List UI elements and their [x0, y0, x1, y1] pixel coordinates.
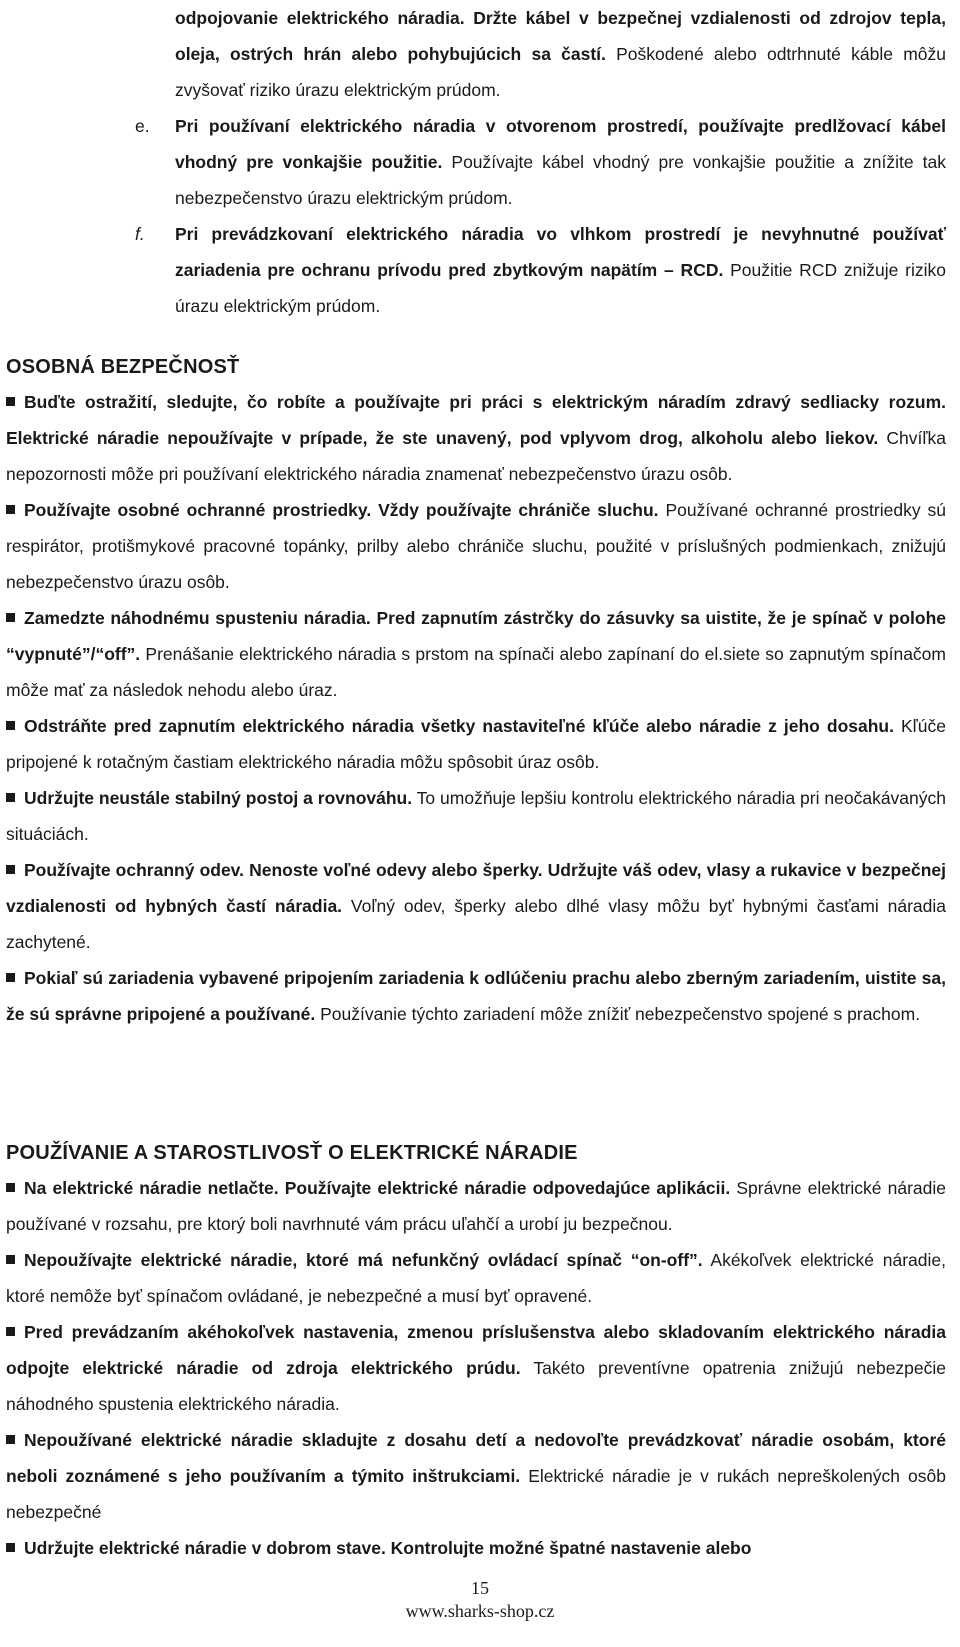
bullet-paragraph	[0, 1242, 960, 1314]
bullet-paragraph	[0, 1530, 960, 1566]
footer-website: www.sharks-shop.cz	[405, 1601, 555, 1621]
paragraph-text: Kľúče pripojené k rotačným častiam elektrického náradia môžu spôsobit úraz osôb.	[6, 716, 946, 772]
bullet-paragraph	[0, 492, 960, 600]
bullet-square-icon	[6, 721, 15, 730]
list-marker: e.	[135, 116, 150, 136]
paragraph-text: Používanie týchto zariadení môže znížiť nebezpečenstvo spojené s prachom.	[315, 1004, 921, 1024]
paragraph-text: Prenášanie elektrického náradia s prstom na spínači alebo zapínaní do el.siete so zapnutým spínačom môže mať za následok nehodu alebo úraz.	[6, 644, 946, 700]
personal-safety-section	[0, 384, 960, 1032]
list-item-text: Poškodené alebo odtrhnuté káble môžu zvyšovať riziko úrazu elektrickým prúdom.	[175, 44, 946, 100]
list-item-bold-text: Pri používaní elektrického náradia v otvorenom prostredí, používajte predlžovací kábel vhodný pre vonkajšie použitie.	[175, 116, 946, 172]
bullet-square-icon	[6, 397, 15, 406]
list-item-text: Používajte kábel vhodný pre vonkajšie použitie a znížite tak nebezpečenstvo úrazu elektrickým prúdom.	[175, 152, 946, 208]
bullet-square-icon	[6, 793, 15, 802]
section-heading-personal-safety: OSOBNÁ BEZPEČNOSŤ	[6, 356, 240, 378]
bullet-paragraph	[0, 384, 960, 492]
paragraph-bold-text: Pred prevádzaním akéhokoľvek nastavenia, zmenou príslušenstva alebo skladovaním elektrického náradia odpojte elektrické náradie od zdroja elektrického prúdu.	[6, 1322, 946, 1378]
list-item-bold-text: Pri prevádzkovaní elektrického náradia vo vlhkom prostredí je nevyhnutné používať zariadenia pre ochranu prívodu pred zbytkovým napätím – RCD.	[175, 224, 946, 280]
paragraph-bold-text: Používajte osobné ochranné prostriedky. Vždy používajte chrániče sluchu.	[24, 500, 659, 520]
paragraph-bold-text: Nepoužívajte elektrické náradie, ktoré má nefunkčný ovládací spínač “on-off”.	[24, 1250, 703, 1270]
list-item-e	[0, 108, 960, 216]
bullet-square-icon	[6, 1183, 15, 1192]
section-heading-tool-use-care: POUŽÍVANIE A STAROSTLIVOSŤ O ELEKTRICKÉ NÁRADIE	[6, 1142, 578, 1164]
paragraph-text: Akékoľvek elektrické náradie, ktoré nemôže byť spínačom ovládané, je nebezpečné a musí byť opravené.	[6, 1250, 946, 1306]
paragraph-text: Používané ochranné prostriedky sú respirátor, protišmykové pracovné topánky, prilby alebo chrániče sluchu, použité v príslušných podmienkach, znižujú nebezpečenstvo úrazu osôb.	[6, 500, 946, 592]
bullet-square-icon	[6, 865, 15, 874]
paragraph-bold-text: Buďte ostražití, sledujte, čo robíte a používajte pri práci s elektrickým náradím zdravý sedliacky rozum. Elektrické náradie nepoužívajte v prípade, že ste unavený, pod vplyvom drog, alkoholu alebo liekov.	[6, 392, 946, 448]
paragraph-bold-text: Pokiaľ sú zariadenia vybavené pripojením zariadenia k odlúčeniu prachu alebo zberným zariadením, uistite sa, že sú správne pripojené a používané.	[6, 968, 946, 1024]
paragraph-bold-text: Používajte ochranný odev. Nenoste voľné odevy alebo šperky. Udržujte váš odev, vlasy a rukavice v bezpečnej vzdialenosti od hybných častí náradia.	[6, 860, 946, 916]
bullet-paragraph	[0, 708, 960, 780]
bullet-square-icon	[6, 505, 15, 514]
paragraph-text: Elektrické náradie je v rukách nepreškolených osôb nebezpečné	[6, 1466, 946, 1522]
paragraph-bold-text: Odstráňte pred zapnutím elektrického náradia všetky nastaviteľné kľúče alebo náradie z jeho dosahu.	[24, 716, 894, 736]
paragraph-text: Správne elektrické náradie používané v rozsahu, pre ktorý boli navrhnuté vám prácu uľahčí a urobí ju bezpečnou.	[6, 1178, 946, 1234]
tool-use-care-section	[0, 1170, 960, 1566]
bullet-paragraph	[0, 1314, 960, 1422]
bullet-paragraph	[0, 1422, 960, 1530]
lettered-list	[0, 0, 960, 324]
bullet-paragraph	[0, 1170, 960, 1242]
list-item-continuation	[0, 0, 960, 108]
page-number: 15	[471, 1578, 489, 1598]
paragraph-bold-text: Na elektrické náradie netlačte. Používajte elektrické náradie odpovedajúce aplikácii.	[24, 1178, 731, 1198]
bullet-square-icon	[6, 1327, 15, 1336]
paragraph-text: To umožňuje lepšiu kontrolu elektrického náradia pri neočakávaných situáciách.	[6, 788, 946, 844]
paragraph-text: Chvíľka nepozornosti môže pri používaní elektrického náradia znamenať nebezpečenstvo úrazu osôb.	[6, 428, 946, 484]
list-item-bold-text: odpojovanie elektrického náradia. Držte kábel v bezpečnej vzdialenosti od zdrojov tepla, oleja, ostrých hrán alebo pohybujúcich sa častí.	[175, 8, 946, 64]
paragraph-bold-text: Udržujte neustále stabilný postoj a rovnováhu.	[24, 788, 413, 808]
bullet-paragraph	[0, 780, 960, 852]
paragraph-bold-text: Nepoužívané elektrické náradie skladujte z dosahu detí a nedovoľte prevádzkovať náradie osobám, ktoré neboli zoznámené s jeho používaním a týmito inštrukciami.	[6, 1430, 946, 1486]
paragraph-bold-text: Zamedzte náhodnému spusteniu náradia. Pred zapnutím zástrčky do zásuvky sa uistite, že je spínač v polohe “vypnuté”/“off”.	[6, 608, 946, 664]
list-item-f	[0, 216, 960, 324]
bullet-square-icon	[6, 1543, 15, 1552]
bullet-square-icon	[6, 1255, 15, 1264]
bullet-square-icon	[6, 613, 15, 622]
paragraph-text: Takéto preventívne opatrenia znižujú nebezpečie náhodného spustenia elektrického náradia.	[6, 1358, 947, 1414]
bullet-paragraph	[0, 600, 960, 708]
list-item-text: Použitie RCD znižuje riziko úrazu elektrickým prúdom.	[175, 260, 946, 316]
list-marker: f.	[135, 224, 145, 244]
paragraph-bold-text: Udržujte elektrické náradie v dobrom stave. Kontrolujte možné špatné nastavenie alebo	[24, 1538, 752, 1558]
bullet-paragraph	[0, 960, 960, 1032]
bullet-square-icon	[6, 973, 15, 982]
bullet-paragraph	[0, 852, 960, 960]
paragraph-text: Voľný odev, šperky alebo dlhé vlasy môžu byť hybnými časťami náradia zachytené.	[6, 896, 946, 952]
bullet-square-icon	[6, 1435, 15, 1444]
